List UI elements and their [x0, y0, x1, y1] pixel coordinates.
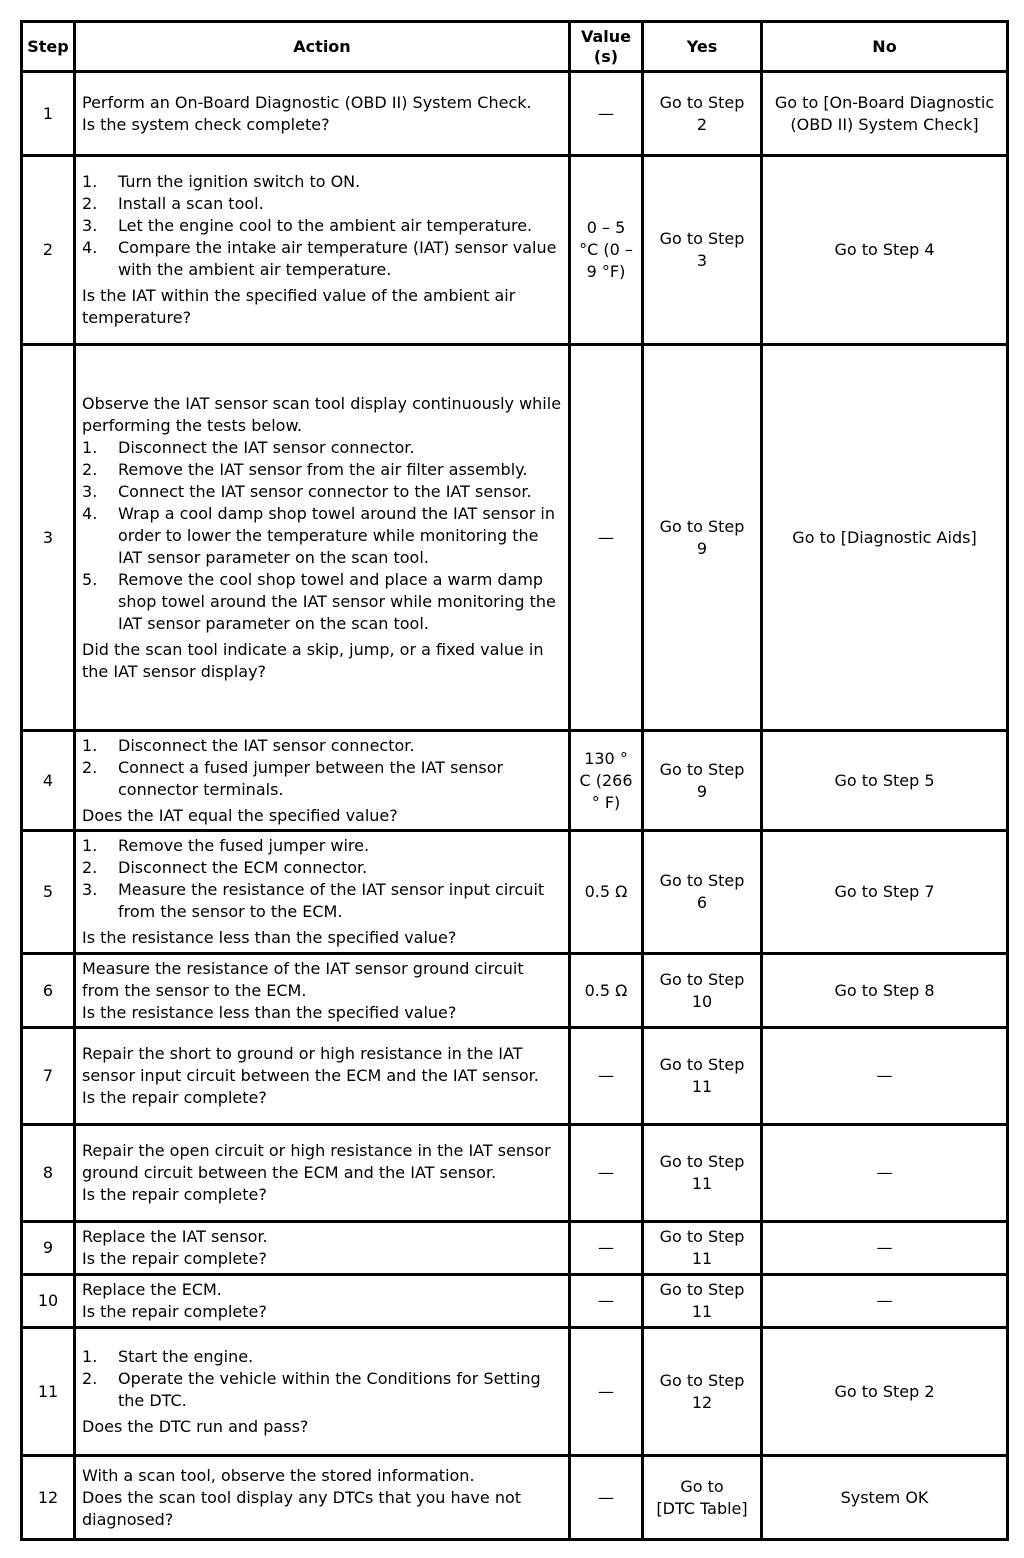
- header-action: Action: [75, 22, 570, 72]
- table-row: [22, 731, 1008, 831]
- action-step-number: 4 .: [82, 237, 114, 259]
- table-row: [22, 1028, 1008, 1125]
- action-step-text: Install a scan tool.: [118, 194, 264, 213]
- no-cell: Go to Step 5: [762, 731, 1008, 831]
- action-step-number: 2 .: [82, 757, 114, 779]
- value-cell: —: [570, 1222, 643, 1275]
- action-step-number: 1 .: [82, 735, 114, 757]
- action-step-text: Turn the ignition switch to ON.: [118, 172, 361, 191]
- no-cell: Go to Step 7: [762, 831, 1008, 954]
- value-cell: —: [570, 1028, 643, 1125]
- yes-cell: Go to Step 3: [643, 156, 762, 345]
- no-cell: Go to Step 2: [762, 1328, 1008, 1456]
- step-number: 3: [22, 345, 75, 731]
- action-step-text: Wrap a cool damp shop towel around the IAT sensor in order to lower the temperature while monitoring the IAT sensor parameter on the scan tool.: [118, 503, 556, 567]
- action-step-number: 2 .: [82, 193, 114, 215]
- step-number: 12: [22, 1456, 75, 1540]
- action-text: Repair the open circuit or high resistance in the IAT sensor ground circuit between the ECM and the IAT sensor.: [82, 1141, 551, 1182]
- action-step-item: [82, 569, 562, 635]
- action-cell: [75, 1328, 570, 1456]
- action-step-number: 2 .: [82, 857, 114, 879]
- no-cell: Go to Step 8: [762, 954, 1008, 1028]
- action-step-item: [82, 215, 562, 237]
- action-step-number: 1 .: [82, 1346, 114, 1368]
- action-cell: [75, 345, 570, 731]
- action-cell: [75, 731, 570, 831]
- step-number: 8: [22, 1125, 75, 1222]
- diagnostic-table: [20, 20, 1009, 1541]
- action-question: Is the repair complete?: [82, 1249, 267, 1268]
- no-cell: Go to Step 4: [762, 156, 1008, 345]
- yes-cell: Go to Step 10: [643, 954, 762, 1028]
- action-step-item: [82, 1368, 562, 1412]
- action-cell: [75, 1028, 570, 1125]
- action-text: With a scan tool, observe the stored information.: [82, 1465, 475, 1485]
- action-step-number: 1 .: [82, 437, 114, 459]
- table-row: [22, 1222, 1008, 1275]
- action-cell: [75, 1125, 570, 1222]
- step-number: 11: [22, 1328, 75, 1456]
- step-number: 10: [22, 1275, 75, 1328]
- action-step-number: 2 .: [82, 1368, 114, 1390]
- action-cell: [75, 831, 570, 954]
- value-cell: 0.5 Ω: [570, 954, 643, 1028]
- action-question: Does the DTC run and pass?: [82, 1416, 309, 1436]
- action-step-item: [82, 193, 562, 215]
- action-step-text: Operate the vehicle within the Conditions for Setting the DTC.: [118, 1368, 541, 1410]
- yes-cell: Go to [DTC Table]: [643, 1456, 762, 1540]
- action-cell: [75, 954, 570, 1028]
- action-question: Did the scan tool indicate a skip, jump, or a fixed value in the IAT sensor display?: [82, 639, 544, 681]
- header-step: Step: [22, 22, 75, 72]
- action-step-number: 3 .: [82, 481, 114, 503]
- table-row: [22, 954, 1008, 1028]
- table-row: [22, 831, 1008, 954]
- action-step-text: Disconnect the IAT sensor connector.: [118, 437, 415, 457]
- table-body: [22, 72, 1008, 1540]
- action-cell: [75, 1456, 570, 1540]
- no-cell: —: [762, 1222, 1008, 1275]
- value-cell: 130 ° C (266 ° F): [570, 731, 643, 831]
- table-row: [22, 1328, 1008, 1456]
- header-value: Value (s): [570, 22, 643, 72]
- action-steps-list: [82, 1346, 562, 1412]
- no-cell: Go to [On-Board Diagnostic (OBD II) System Check]: [762, 72, 1008, 156]
- table-row: [22, 1125, 1008, 1222]
- action-text: Replace the IAT sensor.: [82, 1227, 268, 1246]
- action-question: Is the repair complete?: [82, 1185, 267, 1204]
- action-cell: [75, 156, 570, 345]
- action-step-text: Disconnect the ECM connector.: [118, 858, 368, 877]
- yes-cell: Go to Step 11: [643, 1028, 762, 1125]
- action-step-item: [82, 1346, 562, 1368]
- yes-cell: Go to Step 12: [643, 1328, 762, 1456]
- no-cell: Go to [Diagnostic Aids]: [762, 345, 1008, 731]
- action-step-text: Connect a fused jumper between the IAT sensor connector terminals.: [118, 757, 504, 799]
- step-number: 6: [22, 954, 75, 1028]
- step-number: 5: [22, 831, 75, 954]
- action-step-item: [82, 879, 562, 923]
- action-text: Observe the IAT sensor scan tool display continuously while performing the tests below.: [82, 393, 562, 435]
- action-step-number: 2 .: [82, 459, 114, 481]
- action-step-item: [82, 459, 562, 481]
- table-row: [22, 1456, 1008, 1540]
- action-step-item: [82, 503, 562, 569]
- value-cell: —: [570, 1275, 643, 1328]
- action-question: Is the resistance less than the specified value?: [82, 928, 457, 947]
- value-cell: —: [570, 1125, 643, 1222]
- table-row: [22, 156, 1008, 345]
- action-steps-list: [82, 735, 562, 801]
- action-step-item: [82, 437, 562, 459]
- yes-cell: Go to Step 2: [643, 72, 762, 156]
- action-question: Does the scan tool display any DTCs that you have not diagnosed?: [82, 1487, 522, 1529]
- action-steps-list: [82, 835, 562, 923]
- action-cell: [75, 72, 570, 156]
- value-cell: —: [570, 345, 643, 731]
- action-step-text: Remove the IAT sensor from the air filter assembly.: [118, 459, 528, 479]
- action-step-text: Start the engine.: [118, 1346, 254, 1366]
- header-row: [22, 22, 1008, 72]
- no-cell: —: [762, 1275, 1008, 1328]
- action-step-number: 4 .: [82, 503, 114, 525]
- action-question: Is the repair complete?: [82, 1088, 267, 1107]
- table-header: [22, 22, 1008, 72]
- yes-cell: Go to Step 11: [643, 1275, 762, 1328]
- table-row: [22, 345, 1008, 731]
- action-step-text: Remove the fused jumper wire.: [118, 836, 370, 855]
- step-number: 1: [22, 72, 75, 156]
- action-text: Perform an On-Board Diagnostic (OBD II) System Check.: [82, 92, 532, 112]
- yes-cell: Go to Step 11: [643, 1222, 762, 1275]
- table-row: [22, 72, 1008, 156]
- action-step-text: Let the engine cool to the ambient air temperature.: [118, 216, 533, 235]
- action-cell: [75, 1222, 570, 1275]
- value-cell: 0 – 5 °C (0 – 9 °F): [570, 156, 643, 345]
- value-cell: —: [570, 1456, 643, 1540]
- no-cell: —: [762, 1125, 1008, 1222]
- value-cell: —: [570, 1328, 643, 1456]
- step-number: 2: [22, 156, 75, 345]
- action-step-item: [82, 171, 562, 193]
- action-steps-list: [82, 437, 562, 635]
- step-number: 9: [22, 1222, 75, 1275]
- action-step-item: [82, 237, 562, 281]
- action-step-text: Compare the intake air temperature (IAT) sensor value with the ambient air temperature.: [118, 238, 557, 279]
- table-row: [22, 1275, 1008, 1328]
- value-cell: —: [570, 72, 643, 156]
- step-number: 7: [22, 1028, 75, 1125]
- action-step-item: [82, 835, 562, 857]
- action-question: Is the IAT within the specified value of the ambient air temperature?: [82, 286, 516, 327]
- no-cell: —: [762, 1028, 1008, 1125]
- action-step-number: 1 .: [82, 171, 114, 193]
- action-question: Does the IAT equal the specified value?: [82, 805, 398, 825]
- header-yes: Yes: [643, 22, 762, 72]
- action-step-text: Connect the IAT sensor connector to the IAT sensor.: [118, 481, 532, 501]
- action-text: Repair the short to ground or high resistance in the IAT sensor input circuit between the ECM and the IAT sensor.: [82, 1044, 539, 1085]
- header-no: No: [762, 22, 1008, 72]
- action-step-number: 3 .: [82, 215, 114, 237]
- no-cell: System OK: [762, 1456, 1008, 1540]
- action-question: Is the system check complete?: [82, 114, 330, 134]
- action-step-number: 5 .: [82, 569, 114, 591]
- step-number: 4: [22, 731, 75, 831]
- action-step-item: [82, 735, 562, 757]
- value-cell: 0.5 Ω: [570, 831, 643, 954]
- action-step-text: Remove the cool shop towel and place a warm damp shop towel around the IAT sensor while monitoring the IAT sensor parameter on the scan tool.: [118, 569, 556, 633]
- action-cell: [75, 1275, 570, 1328]
- yes-cell: Go to Step 11: [643, 1125, 762, 1222]
- action-step-text: Disconnect the IAT sensor connector.: [118, 735, 415, 755]
- yes-cell: Go to Step 9: [643, 345, 762, 731]
- action-step-item: [82, 481, 562, 503]
- action-steps-list: [82, 171, 562, 281]
- yes-cell: Go to Step 9: [643, 731, 762, 831]
- action-step-number: 3 .: [82, 879, 114, 901]
- action-question: Is the resistance less than the specified value?: [82, 1002, 457, 1022]
- action-step-item: [82, 857, 562, 879]
- action-text: Measure the resistance of the IAT sensor ground circuit from the sensor to the ECM.: [82, 958, 524, 1000]
- action-step-text: Measure the resistance of the IAT sensor input circuit from the sensor to the ECM.: [118, 880, 545, 921]
- action-step-item: [82, 757, 562, 801]
- action-question: Is the repair complete?: [82, 1302, 267, 1321]
- yes-cell: Go to Step 6: [643, 831, 762, 954]
- action-step-number: 1 .: [82, 835, 114, 857]
- action-text: Replace the ECM.: [82, 1280, 222, 1299]
